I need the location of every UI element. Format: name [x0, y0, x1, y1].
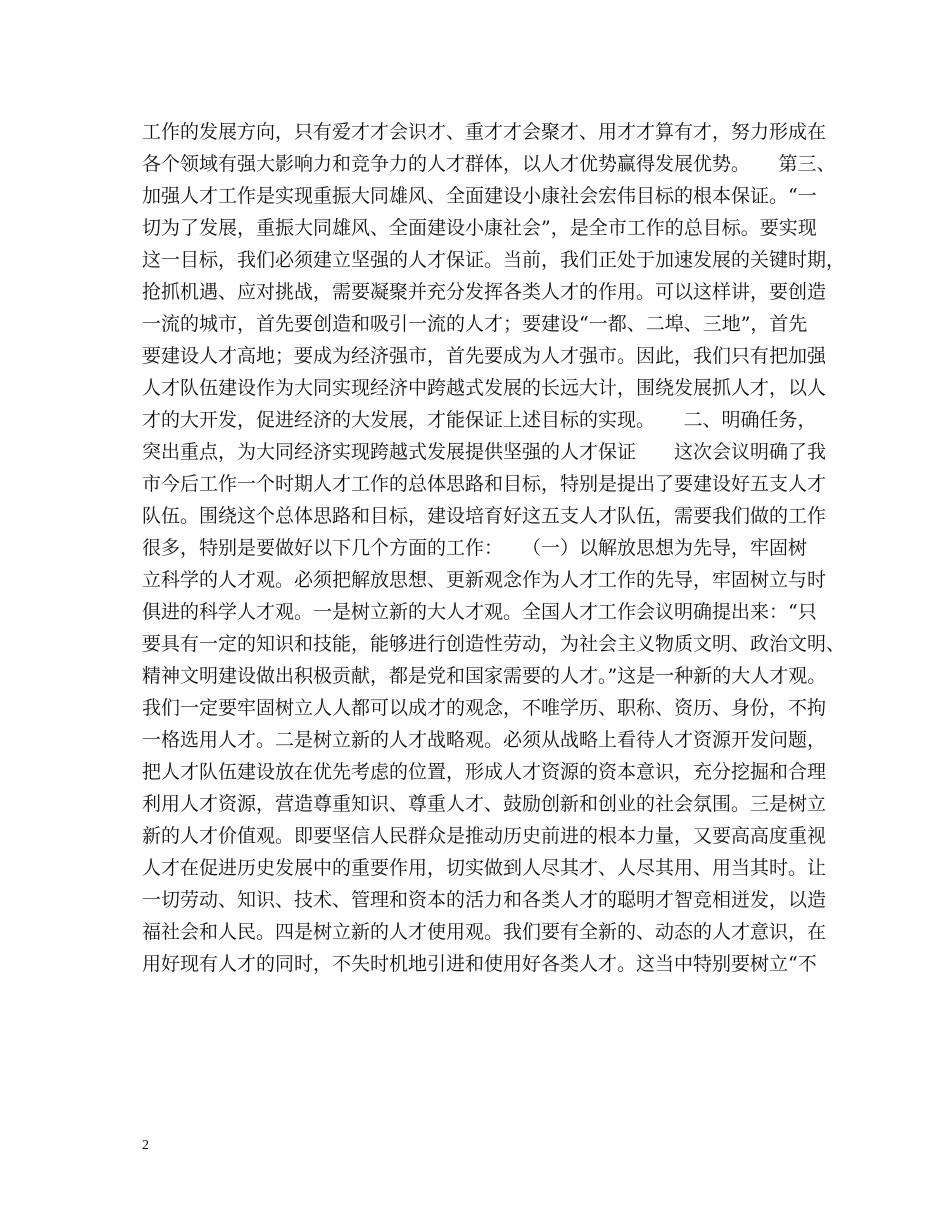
text-line: 才的大开发，促进经济的大发展，才能保证上述目标的实现。 二、明确任务，	[142, 409, 817, 431]
text-line: 抢抓机遇、应对挑战，需要凝聚并充分发挥各类人才的作用。可以这样讲，要创造	[142, 281, 827, 303]
text-line: 工作的发展方向，只有爱才才会识才、重才才会聚才、用才才算有才，努力形成在	[142, 121, 827, 143]
text-line: 利用人才资源，营造尊重知识、尊重人才、鼓励创新和创业的社会氛围。三是树立	[142, 793, 827, 815]
text-line: 市今后工作一个时期人才工作的总体思路和目标，特别是提出了要建设好五支人才	[142, 473, 827, 495]
text-line: 人才队伍建设作为大同实现经济中跨越式发展的长远大计，围绕发展抓人才，以人	[142, 377, 827, 399]
text-line: 切为了发展，重振大同雄风、全面建设小康社会”，是全市工作的总目标。要实现	[142, 217, 817, 239]
text-line: 俱进的科学人才观。一是树立新的大人才观。全国人才工作会议明确提出来：“只	[142, 601, 817, 623]
text-line: 一格选用人才。二是树立新的人才战略观。必须从战略上看待人才资源开发问题，	[142, 729, 827, 751]
text-line: 要建设人才高地；要成为经济强市，首先要成为人才强市。因此，我们只有把加强	[142, 345, 827, 367]
body-text	[142, 116, 846, 980]
text-line: 我们一定要牢固树立人人都可以成才的观念，不唯学历、职称、资历、身份，不拘	[142, 697, 827, 719]
text-line: 精神文明建设做出积极贡献，都是党和国家需要的人才。”这是一种新的大人才观。	[142, 665, 827, 687]
text-line: 人才在促进历史发展中的重要作用，切实做到人尽其才、人尽其用、用当其时。让	[142, 857, 827, 879]
text-line: 要具有一定的知识和技能，能够进行创造性劳动，为社会主义物质文明、政治文明、	[142, 633, 846, 655]
text-line: 队伍。围绕这个总体思路和目标，建设培育好这五支人才队伍，需要我们做的工作	[142, 505, 827, 527]
text-line: 用好现有人才的同时，不失时机地引进和使用好各类人才。这当中特别要树立“不	[142, 953, 817, 975]
text-line: 很多，特别是要做好以下几个方面的工作： （一）以解放思想为先导，牢固树	[142, 537, 808, 559]
text-line: 这一目标，我们必须建立坚强的人才保证。当前，我们正处于加速发展的关键时期，	[142, 249, 846, 271]
text-line: 加强人才工作是实现重振大同雄风、全面建设小康社会宏伟目标的根本保证。“一	[142, 185, 817, 207]
text-line: 把人才队伍建设放在优先考虑的位置，形成人才资源的资本意识，充分挖掘和合理	[142, 761, 827, 783]
text-line: 新的人才价值观。即要坚信人民群众是推动历史前进的根本力量，又要高高度重视	[142, 825, 827, 847]
text-line: 一流的城市，首先要创造和吸引一流的人才；要建设“一都、二埠、三地”，首先	[142, 313, 808, 335]
text-line: 各个领域有强大影响力和竞争力的人才群体，以人才优势赢得发展优势。 第三、	[142, 153, 836, 175]
text-line: 一切劳动、知识、技术、管理和资本的活力和各类人才的聪明才智竞相迸发，以造	[142, 889, 827, 911]
page-number: 2	[142, 1138, 149, 1153]
text-line: 福社会和人民。四是树立新的人才使用观。我们要有全新的、动态的人才意识，在	[142, 921, 827, 943]
text-line: 突出重点，为大同经济实现跨越式发展提供坚强的人才保证 这次会议明确了我	[142, 441, 827, 463]
text-line: 立科学的人才观。必须把解放思想、更新观念作为人才工作的先导，牢固树立与时	[142, 569, 827, 591]
